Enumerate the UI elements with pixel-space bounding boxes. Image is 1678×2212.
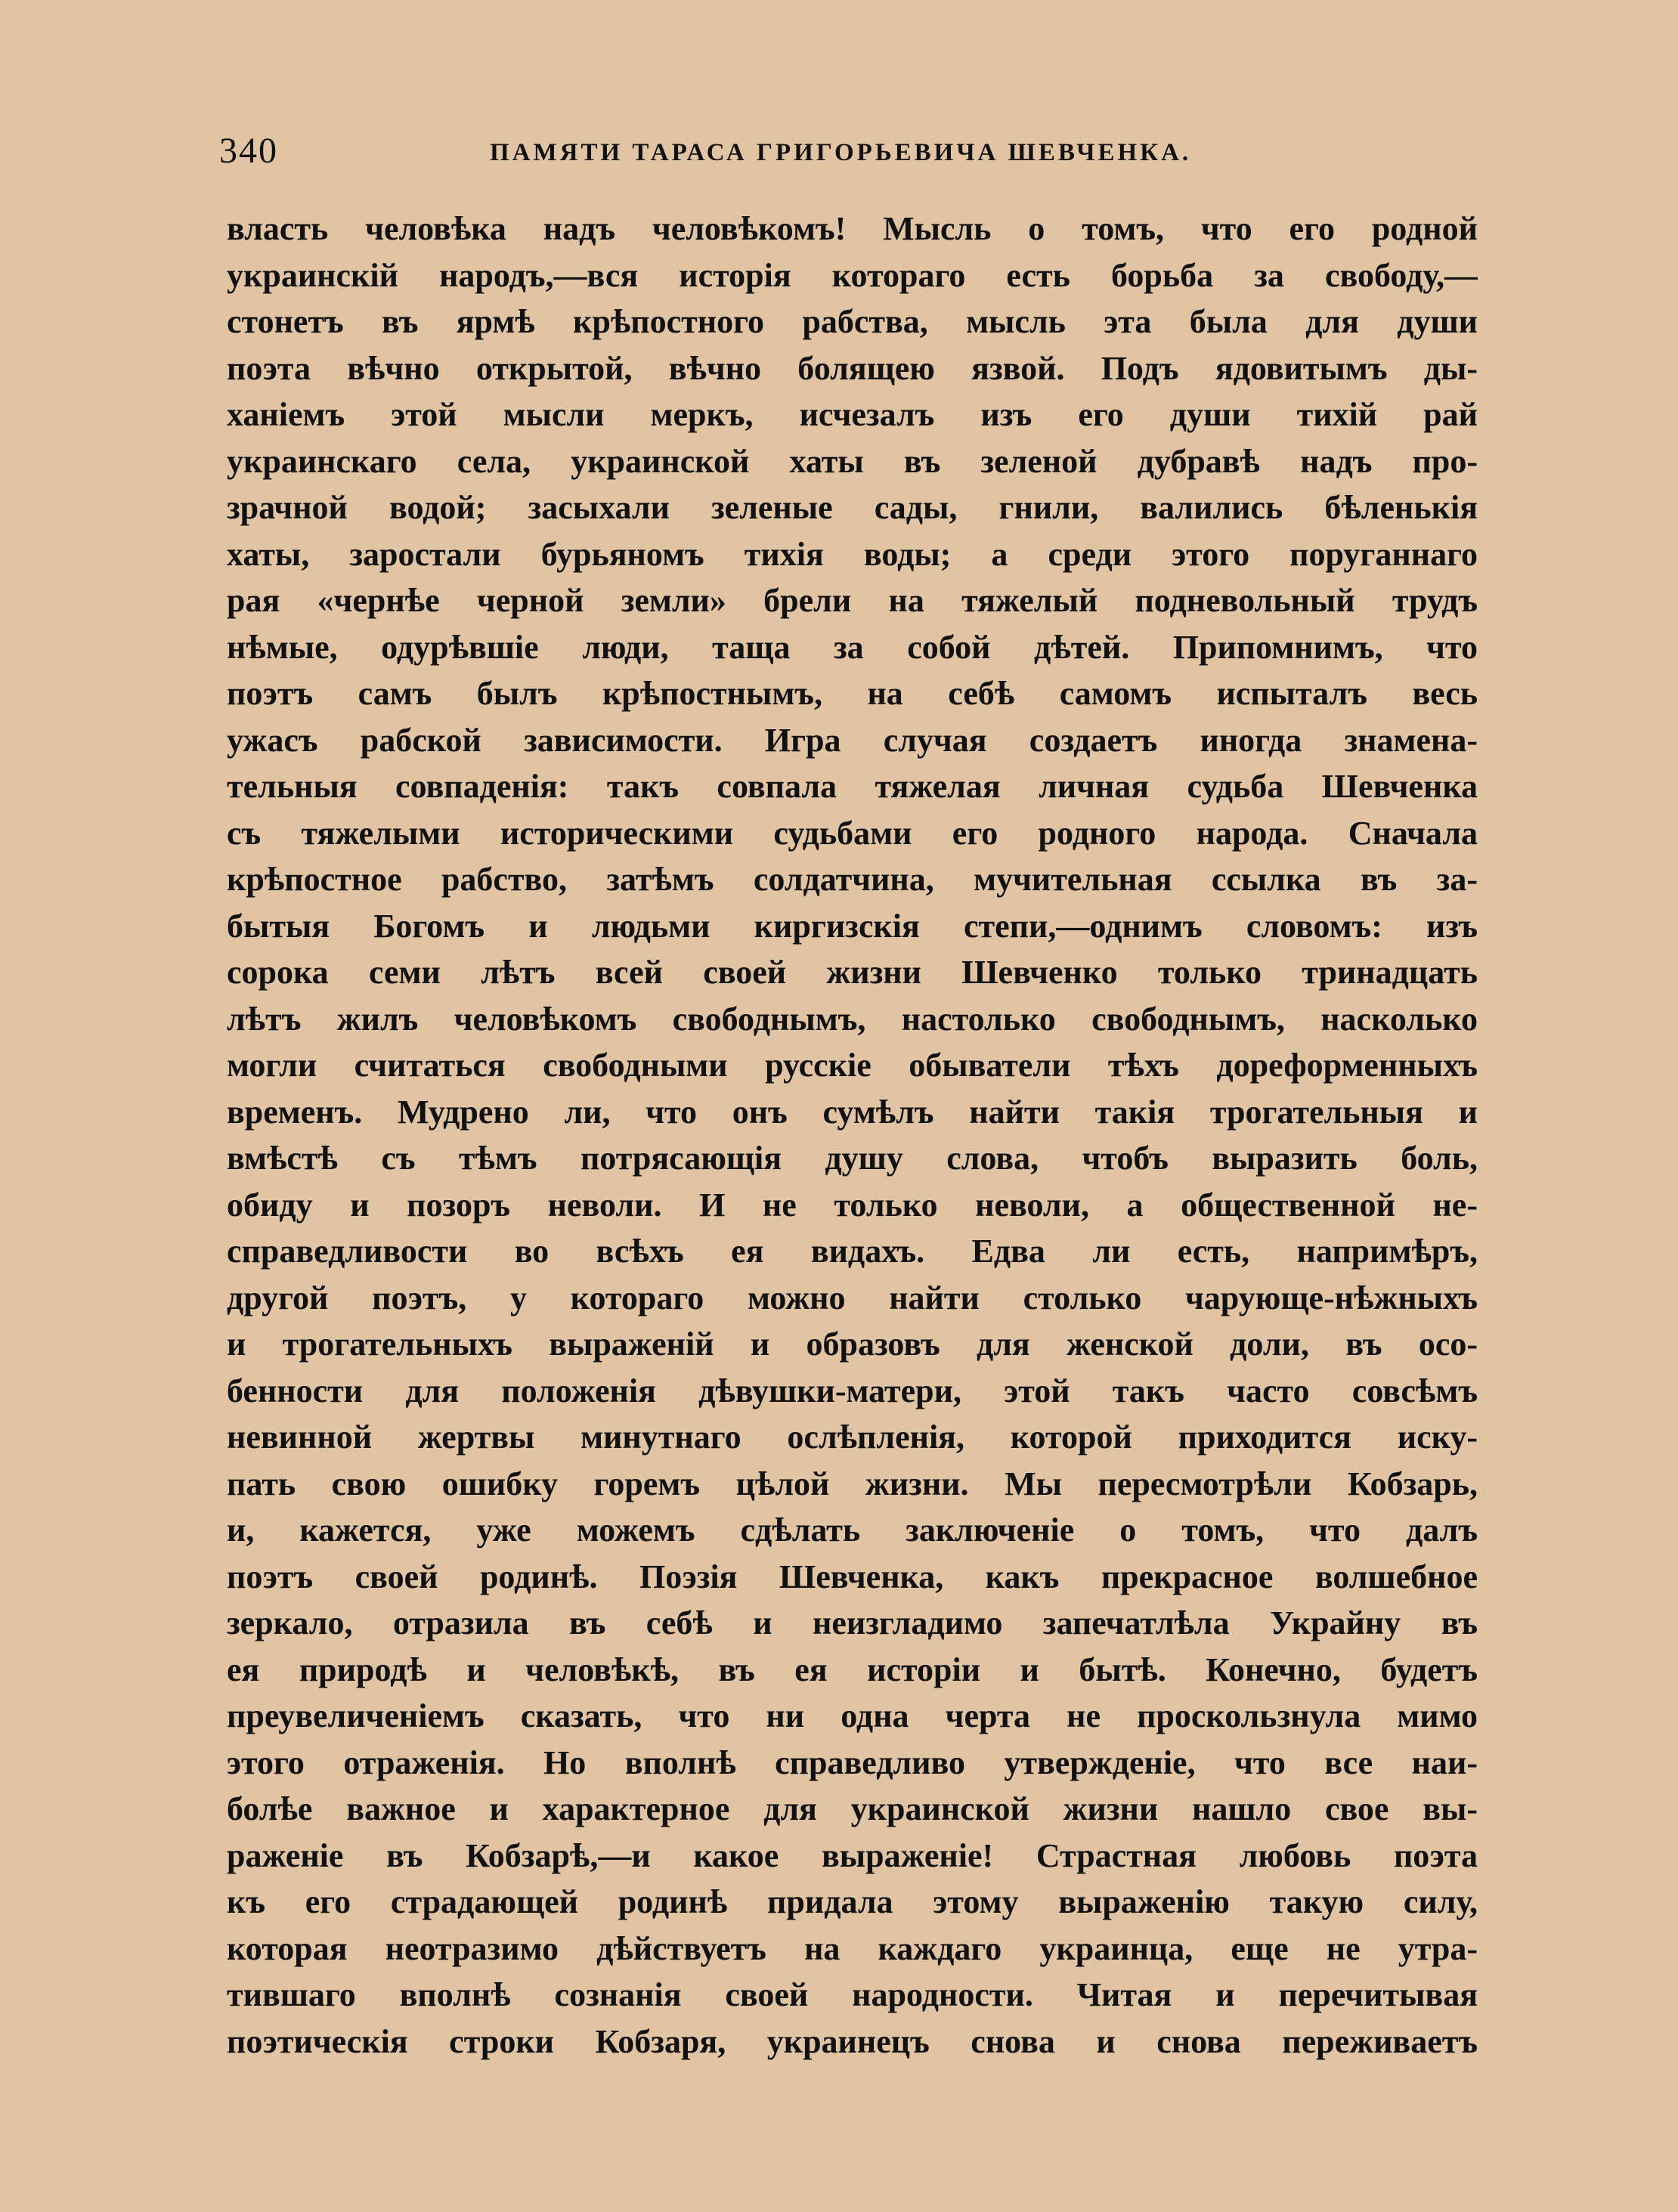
- text-line: могли считаться свободными русскіе обыватели тѣхъ дореформенныхъ: [227, 1047, 1478, 1084]
- text-line: съ тяжелыми историческими судьбами его родного народа. Сначала: [227, 814, 1478, 852]
- page-number: 340: [219, 131, 278, 171]
- text-line: бытыя Богомъ и людьми киргизскія степи,—однимъ словомъ: изъ: [227, 907, 1478, 945]
- running-title: ПАМЯТИ ТАРАСА ГРИГОРЬЕВИЧА ШЕВЧЕНКА.: [490, 139, 1192, 166]
- text-line: временъ. Мудрено ли, что онъ сумѣлъ найти такія трогательныя и: [227, 1093, 1478, 1131]
- text-line: вмѣстѣ съ тѣмъ потрясающія душу слова, чтобъ выразить боль,: [227, 1140, 1478, 1177]
- text-line: поэта вѣчно открытой, вѣчно болящею язвой. Подъ ядовитымъ ды-: [227, 349, 1478, 387]
- text-line: обиду и позоръ неволи. И не только неволи, а общественной не-: [227, 1186, 1478, 1224]
- text-line: невинной жертвы минутнаго ослѣпленія, которой приходится иску-: [227, 1418, 1478, 1456]
- text-line: тельныя совпаденія: такъ совпала тяжелая личная судьба Шевченка: [227, 768, 1478, 805]
- text-line: болѣе важное и характерное для украинской жизни нашло свое вы-: [227, 1790, 1478, 1827]
- text-line: ханіемъ этой мысли меркъ, исчезалъ изъ его души тихій рай: [227, 396, 1478, 433]
- text-line: поэтическія строки Кобзаря, украинецъ снова и снова переживаетъ: [227, 2022, 1478, 2060]
- text-line: сорока семи лѣтъ всей своей жизни Шевченко только тринадцать: [227, 954, 1478, 991]
- body-text: [227, 206, 1478, 2065]
- text-line: власть человѣка надъ человѣкомъ! Мысль о томъ, что его родной: [227, 210, 1478, 247]
- text-line: и, кажется, уже можемъ сдѣлать заключеніе о томъ, что далъ: [227, 1511, 1478, 1548]
- text-line: лѣтъ жилъ человѣкомъ свободнымъ, настолько свободнымъ, насколько: [227, 1000, 1478, 1038]
- text-line: нѣмые, одурѣвшіе люди, таща за собой дѣтей. Припомнимъ, что: [227, 628, 1478, 666]
- text-line: этого отраженія. Но вполнѣ справедливо утвержденіе, что все наи-: [227, 1743, 1478, 1781]
- text-line: хаты, заростали бурьяномъ тихія воды; а среди этого поруганнаго: [227, 535, 1478, 573]
- text-line: бенности для положенія дѣвушки-матери, этой такъ часто совсѣмъ: [227, 1372, 1478, 1409]
- text-line: рая «чернѣе черной земли» брели на тяжелый подневольный трудъ: [227, 582, 1478, 619]
- text-line: украинскаго села, украинской хаты въ зеленой дубравѣ надъ про-: [227, 442, 1478, 480]
- text-line: зеркало, отразила въ себѣ и неизгладимо запечатлѣла Украйну въ: [227, 1604, 1478, 1641]
- text-line: ея природѣ и человѣкѣ, въ ея исторіи и бытѣ. Конечно, будетъ: [227, 1650, 1478, 1688]
- text-line: преувеличеніемъ сказать, что ни одна черта не проскользнула мимо: [227, 1697, 1478, 1734]
- text-line: другой поэтъ, у котораго можно найти столько чарующе-нѣжныхъ: [227, 1279, 1478, 1316]
- text-line: и трогательныхъ выраженій и образовъ для женской доли, въ осо-: [227, 1326, 1478, 1363]
- text-line: крѣпостное рабство, затѣмъ солдатчина, мучительная ссылка въ за-: [227, 861, 1478, 898]
- text-line: пать свою ошибку горемъ цѣлой жизни. Мы пересмотрѣли Кобзарь,: [227, 1465, 1478, 1502]
- text-line: украинскій народъ,—вся исторія котораго есть борьба за свободу,—: [227, 256, 1478, 294]
- text-line: зрачной водой; засыхали зеленые сады, гнили, валились бѣленькія: [227, 489, 1478, 526]
- text-line: тившаго вполнѣ сознанія своей народности. Читая и перечитывая: [227, 1976, 1478, 2013]
- text-line: къ его страдающей родинѣ придала этому выраженію такую силу,: [227, 1883, 1478, 1920]
- page-header: [219, 128, 1474, 174]
- text-line: поэтъ самъ былъ крѣпостнымъ, на себѣ самомъ испыталъ весь: [227, 675, 1478, 712]
- text-line: которая неотразимо дѣйствуетъ на каждаго украинца, еще не утра-: [227, 1929, 1478, 1967]
- text-line: ужасъ рабской зависимости. Игра случая создаетъ иногда знамена-: [227, 721, 1478, 759]
- text-line: поэтъ своей родинѣ. Поэзія Шевченка, какъ прекрасное волшебное: [227, 1558, 1478, 1595]
- text-line: раженіе въ Кобзарѣ,—и какое выраженіе! Страстная любовь поэта: [227, 1836, 1478, 1874]
- text-line: справедливости во всѣхъ ея видахъ. Едва ли есть, напримѣръ,: [227, 1233, 1478, 1270]
- text-line: стонетъ въ ярмѣ крѣпостного рабства, мысль эта была для души: [227, 303, 1478, 340]
